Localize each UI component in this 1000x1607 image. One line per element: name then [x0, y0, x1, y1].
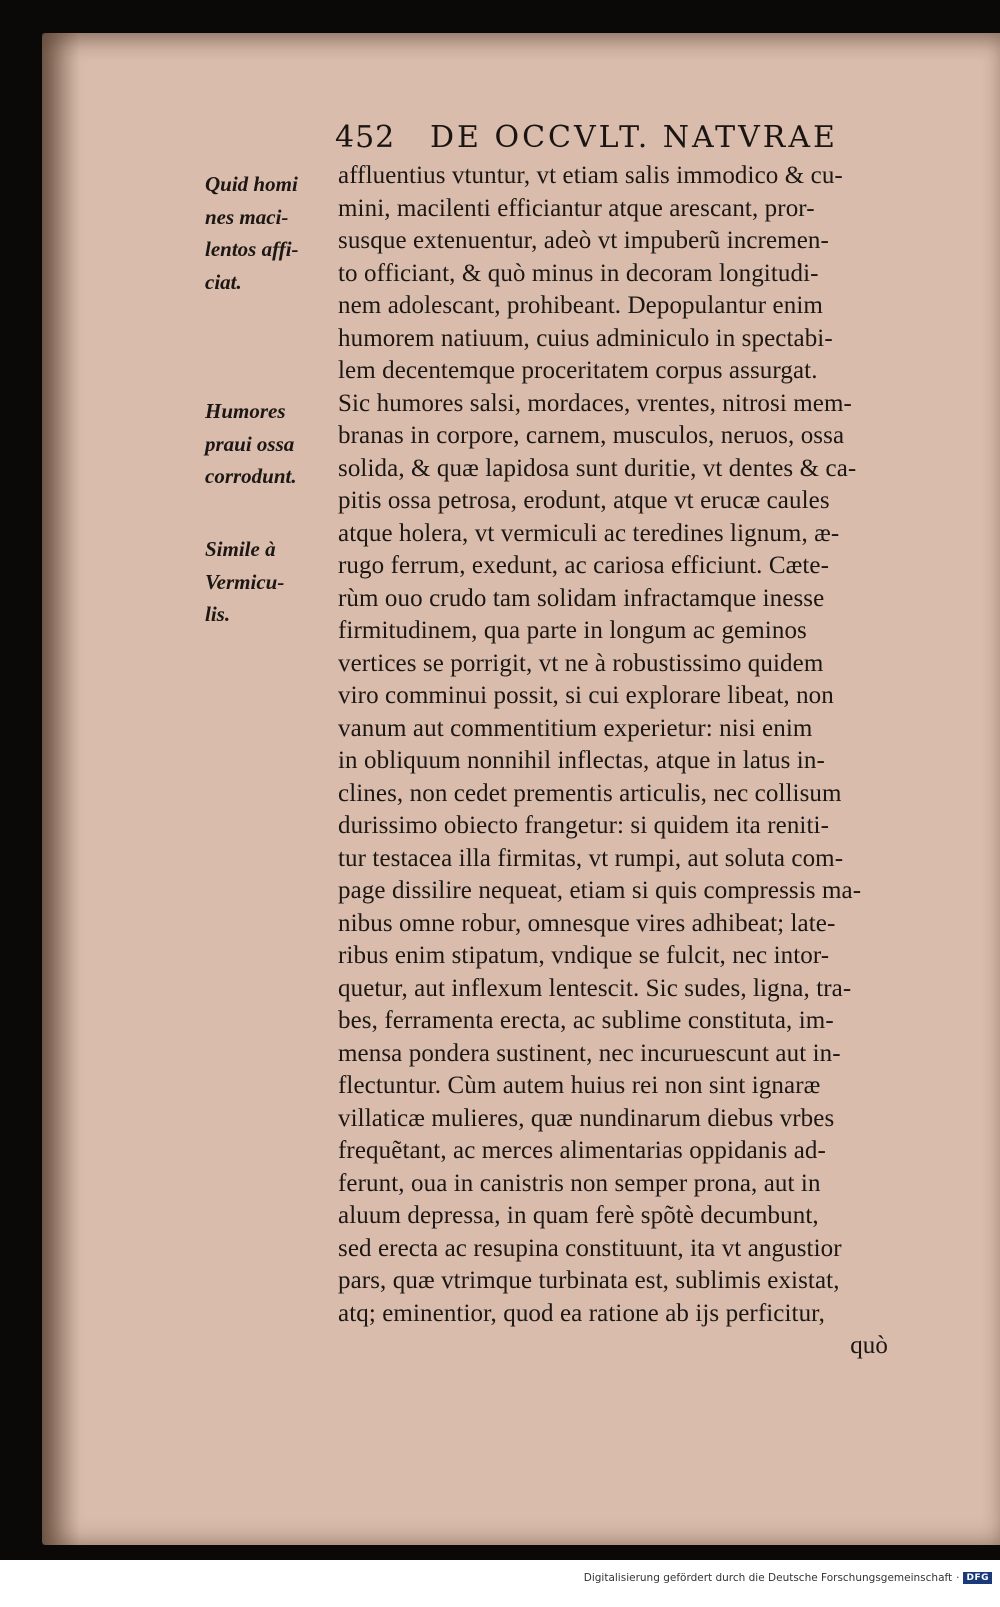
text-line: page dissilire nequeat, etiam si quis compressis ma-: [338, 877, 862, 904]
body-text: [338, 160, 958, 1363]
text-line: atque holera, vt vermiculi ac teredines lignum, æ-: [338, 519, 840, 547]
text-line: ferunt, oua in canistris non semper prona, aut in: [338, 1169, 821, 1197]
text-line: to officiant, & quò minus in decoram longitudi-: [338, 259, 819, 287]
marginal-note-1: [205, 168, 340, 298]
text-line: in obliquum nonnihil inflectas, atque in latus in-: [338, 747, 825, 774]
page-header: [335, 120, 895, 160]
text-line: flectuntur. Cùm autem huius rei non sint ignaræ: [338, 1072, 821, 1099]
marginal-line: Simile à: [205, 537, 276, 561]
text-line: vanum aut commentitium experietur: nisi enim: [338, 714, 813, 742]
marginal-line: ciat.: [205, 269, 242, 294]
text-line: humorem natiuum, cuius adminiculo in spectabi-: [338, 324, 833, 352]
text-line: firmitudinem, qua parte in longum ac geminos: [338, 617, 807, 644]
text-line: mensa pondera sustinent, nec incuruescunt aut in-: [338, 1039, 841, 1067]
text-line: tur testacea illa firmitas, vt rumpi, aut soluta com-: [338, 844, 844, 872]
credit-text: Digitalisierung gefördert durch die Deutsche Forschungsgemeinschaft: [583, 1572, 953, 1584]
marginal-note-3: [205, 533, 340, 631]
marginal-line: Humores: [205, 399, 286, 423]
text-line: villaticæ mulieres, quæ nundinarum diebus vrbes: [338, 1104, 835, 1132]
text-line: viro comminui possit, si cui explorare libeat, non: [338, 682, 834, 709]
marginal-line: corrodunt.: [205, 464, 297, 488]
text-line: susque extenuentur, adeò vt impuberũ incremen-: [338, 227, 829, 254]
text-line: rùm ouo crudo tam solidam infractamque inesse: [338, 584, 825, 612]
text-line: mini, macilenti efficiantur atque arescant, pror-: [338, 194, 815, 222]
marginal-line: lentos affi-: [205, 237, 299, 261]
text-line: ribus enim stipatum, vndique se fulcit, nec intor-: [338, 942, 830, 969]
dfg-logo-icon: DFG: [963, 1572, 992, 1584]
marginal-line: praui ossa: [205, 431, 295, 456]
text-line: lem decentemque proceritatem corpus assurgat.: [338, 357, 818, 384]
marginal-line: Quid homi: [205, 172, 298, 196]
text-line: pitis ossa petrosa, erodunt, atque vt erucæ caules: [338, 487, 830, 514]
text-line: sed erecta ac resupina constituunt, ita vt angustior: [338, 1234, 842, 1262]
page-number: 452: [335, 120, 396, 155]
running-head: DE OCCVLT. NATVRAE: [430, 120, 838, 155]
text-line: branas in corpore, carnem, musculos, neruos, ossa: [338, 422, 845, 449]
text-line: nibus omne robur, omnesque vires adhibeat; late-: [338, 909, 836, 937]
text-line: pars, quæ vtrimque turbinata est, sublimis existat,: [338, 1267, 840, 1294]
catchword: quò: [850, 1332, 888, 1359]
digitization-credit: Digitalisierung gefördert durch die Deutsche Forschungsgemeinschaft · DFG: [584, 1572, 992, 1584]
marginal-line: nes maci-: [205, 204, 289, 229]
marginal-line: Vermicu-: [205, 569, 285, 594]
text-line: bes, ferramenta erecta, ac sublime constituta, im-: [338, 1007, 834, 1034]
marginal-note-2: [205, 395, 340, 493]
text-line: frequẽtant, ac merces alimentarias oppidanis ad-: [338, 1137, 826, 1164]
text-line: Sic humores salsi, mordaces, vrentes, nitrosi mem-: [338, 389, 852, 417]
text-line: quetur, aut inflexum lentescit. Sic sudes, ligna, tra-: [338, 974, 852, 1002]
text-line: nem adolescant, prohibeant. Depopulantur enim: [338, 292, 823, 319]
text-line: rugo ferrum, exedunt, ac cariosa efficiunt. Cæte-: [338, 552, 830, 579]
text-line: affluentius vtuntur, vt etiam salis immodico & cu-: [338, 162, 843, 189]
text-line: clines, non cedet prementis articulis, nec collisum: [338, 779, 842, 807]
text-line: aluum depressa, in quam ferè spõtè decumbunt,: [338, 1202, 819, 1229]
text-line: durissimo obiecto frangetur: si quidem ita reniti-: [338, 812, 829, 839]
marginal-line: lis.: [205, 602, 231, 626]
text-line: atq; eminentior, quod ea ratione ab ijs perficitur,: [338, 1299, 825, 1327]
text-line: vertices se porrigit, vt ne à robustissimo quidem: [338, 649, 824, 677]
text-line: solida, & quæ lapidosa sunt duritie, vt dentes & ca-: [338, 454, 857, 482]
